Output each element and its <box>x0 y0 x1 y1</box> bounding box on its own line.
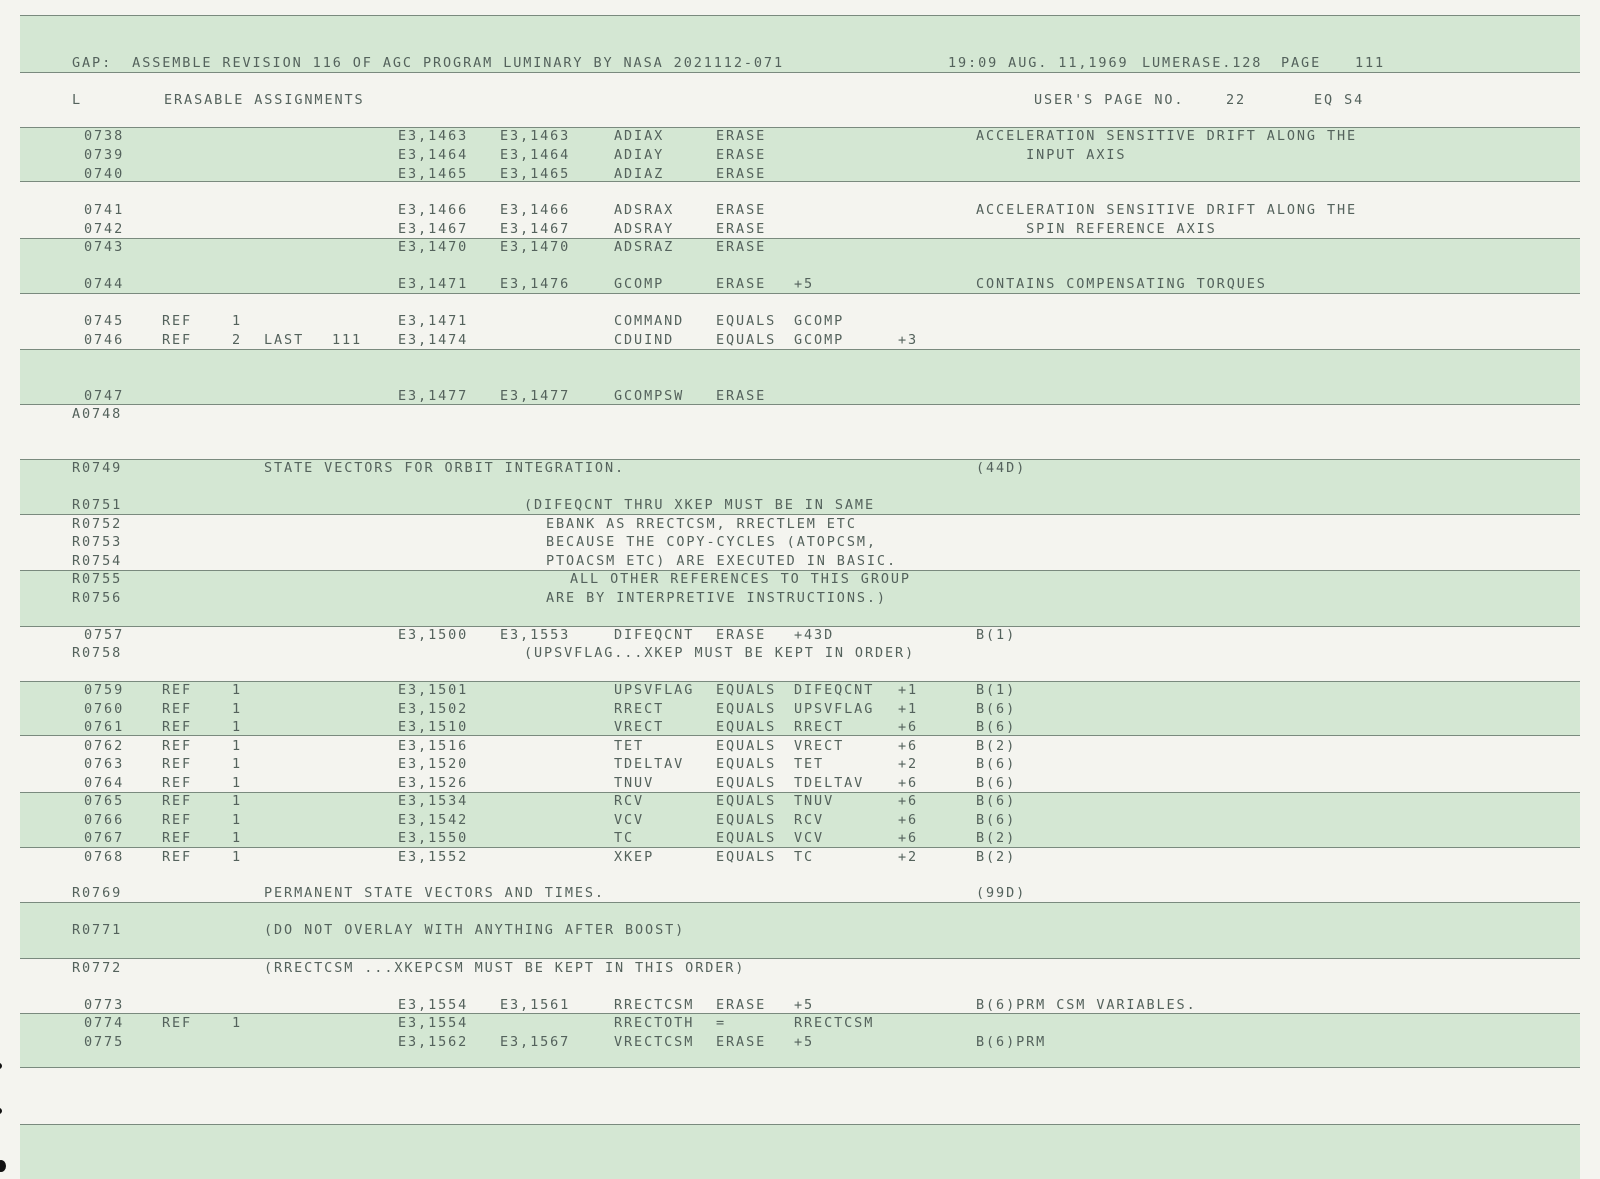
symbol: VCV <box>614 812 645 828</box>
listing-line <box>0 459 1600 477</box>
address-end: E3,1477 <box>500 388 571 404</box>
comment: B(6) <box>976 793 1017 809</box>
listing-line <box>0 405 1600 423</box>
line-number: 0747 <box>84 388 125 404</box>
subheader-mark: L <box>72 92 83 108</box>
opcode: EQUALS <box>716 793 777 809</box>
opcode: EQUALS <box>716 775 777 791</box>
listing-line <box>0 589 1600 607</box>
line-number: R0755 <box>72 571 123 587</box>
line-number: R0771 <box>72 922 123 938</box>
address-end: E3,1553 <box>500 627 571 643</box>
operand: TC <box>794 849 815 865</box>
listing-line <box>0 884 1600 902</box>
line-number: 0745 <box>84 313 125 329</box>
address-end: E3,1464 <box>500 147 571 163</box>
line-number: 0768 <box>84 849 125 865</box>
comment: ACCELERATION SENSITIVE DRIFT ALONG THE <box>976 128 1358 144</box>
opcode: ERASE <box>716 388 767 404</box>
address: E3,1520 <box>398 756 469 772</box>
symbol: VRECT <box>614 719 665 735</box>
listing-line <box>0 515 1600 533</box>
line-number: R0754 <box>72 553 123 569</box>
operand-extra: +2 <box>898 756 919 772</box>
remark: STATE VECTORS FOR ORBIT INTEGRATION. <box>264 460 625 476</box>
line-number: 0759 <box>84 682 125 698</box>
opcode: ERASE <box>716 276 767 292</box>
ref-count: 2 <box>232 332 243 348</box>
operand: VCV <box>794 830 825 846</box>
header-file: LUMERASE.128 <box>1142 55 1263 71</box>
ref-count: 1 <box>232 793 243 809</box>
ref-count: 1 <box>232 756 243 772</box>
comment: B(2) <box>976 830 1017 846</box>
line-number: 0757 <box>84 627 125 643</box>
address: E3,1466 <box>398 202 469 218</box>
listing-line <box>0 996 1600 1014</box>
line-number: 0763 <box>84 756 125 772</box>
ref-flag: REF <box>162 313 193 329</box>
comment: B(6) <box>976 719 1017 735</box>
punch-hole <box>0 1108 2 1114</box>
operand-extra: +6 <box>898 738 919 754</box>
remark: ARE BY INTERPRETIVE INSTRUCTIONS.) <box>546 590 887 606</box>
opcode: EQUALS <box>716 812 777 828</box>
page-header <box>0 54 1600 72</box>
opcode: EQUALS <box>716 849 777 865</box>
punch-hole <box>0 1063 2 1069</box>
header-timestamp: 19:09 AUG. 11,1969 <box>948 55 1129 71</box>
user-page-label: USER'S PAGE NO. <box>1034 92 1185 108</box>
address: E3,1552 <box>398 849 469 865</box>
listing-line <box>0 146 1600 164</box>
symbol: ADSRAY <box>614 221 675 237</box>
remark: (RRECTCSM ...XKEPCSM MUST BE KEPT IN THIS ORDER) <box>264 960 746 976</box>
operand: TET <box>794 756 825 772</box>
operand: VRECT <box>794 738 845 754</box>
operand: TDELTAV <box>794 775 865 791</box>
listing-line <box>0 570 1600 588</box>
symbol: ADSRAZ <box>614 239 675 255</box>
ref-flag: REF <box>162 332 193 348</box>
line-number: R0749 <box>72 460 123 476</box>
address: E3,1471 <box>398 313 469 329</box>
listing-line <box>0 127 1600 145</box>
address-end: E3,1476 <box>500 276 571 292</box>
opcode: EQUALS <box>716 719 777 735</box>
comment: B(2) <box>976 738 1017 754</box>
line-number: 0739 <box>84 147 125 163</box>
line-number: R0756 <box>72 590 123 606</box>
ref-count: 1 <box>232 313 243 329</box>
line-number: R0752 <box>72 516 123 532</box>
operand-extra: +2 <box>898 849 919 865</box>
symbol: ADSRAX <box>614 202 675 218</box>
line-number: R0769 <box>72 885 123 901</box>
line-number: 0765 <box>84 793 125 809</box>
listing-line <box>0 644 1600 662</box>
green-band <box>20 1124 1580 1179</box>
address-end: E3,1465 <box>500 166 571 182</box>
symbol: TDELTAV <box>614 756 685 772</box>
address: E3,1526 <box>398 775 469 791</box>
symbol: XKEP <box>614 849 655 865</box>
line-number: R0751 <box>72 497 123 513</box>
opcode: ERASE <box>716 997 767 1013</box>
listing-line <box>0 792 1600 810</box>
address: E3,1500 <box>398 627 469 643</box>
punch-hole <box>0 1160 6 1172</box>
opcode: ERASE <box>716 166 767 182</box>
address-end: E3,1567 <box>500 1034 571 1050</box>
address: E3,1474 <box>398 332 469 348</box>
address: E3,1464 <box>398 147 469 163</box>
comment: CONTAINS COMPENSATING TORQUES <box>976 276 1267 292</box>
address: E3,1463 <box>398 128 469 144</box>
comment: SPIN REFERENCE AXIS <box>976 221 1217 237</box>
symbol: GCOMP <box>614 276 665 292</box>
listing-line <box>0 848 1600 866</box>
band-rule <box>20 349 1580 350</box>
address-end: E3,1470 <box>500 239 571 255</box>
line-number: 0740 <box>84 166 125 182</box>
symbol: TET <box>614 738 645 754</box>
opcode: EQUALS <box>716 756 777 772</box>
listing-line <box>0 718 1600 736</box>
address: E3,1510 <box>398 719 469 735</box>
operand: DIFEQCNT <box>794 682 875 698</box>
address-end: E3,1463 <box>500 128 571 144</box>
listing-line <box>0 275 1600 293</box>
ref-flag: REF <box>162 830 193 846</box>
operand: RRECTCSM <box>794 1015 875 1031</box>
ref-count: 1 <box>232 738 243 754</box>
address: E3,1471 <box>398 276 469 292</box>
listing-line <box>0 220 1600 238</box>
listing-line <box>0 1014 1600 1032</box>
address: E3,1470 <box>398 239 469 255</box>
symbol: UPSVFLAG <box>614 682 695 698</box>
header-title: GAP: ASSEMBLE REVISION 116 OF AGC PROGRAM LUMINARY BY NASA 2021112-071 <box>72 55 784 71</box>
band-rule <box>20 15 1580 16</box>
listing-line <box>0 496 1600 514</box>
line-number: R0758 <box>72 645 123 661</box>
last-ref: LAST <box>264 332 305 348</box>
ref-count: 1 <box>232 812 243 828</box>
listing-line <box>0 238 1600 256</box>
ref-flag: REF <box>162 682 193 698</box>
line-number: 0775 <box>84 1034 125 1050</box>
address: E3,1534 <box>398 793 469 809</box>
symbol: TC <box>614 830 635 846</box>
line-number: 0767 <box>84 830 125 846</box>
address: E3,1501 <box>398 682 469 698</box>
ref-flag: REF <box>162 701 193 717</box>
symbol: DIFEQCNT <box>614 627 695 643</box>
ref-flag: REF <box>162 1015 193 1031</box>
line-number: 0766 <box>84 812 125 828</box>
line-number: 0764 <box>84 775 125 791</box>
header-page-label: PAGE <box>1281 55 1322 71</box>
opcode: EQUALS <box>716 701 777 717</box>
address: E3,1550 <box>398 830 469 846</box>
listing-line <box>0 331 1600 349</box>
ref-flag: REF <box>162 738 193 754</box>
line-number: R0753 <box>72 534 123 550</box>
listing-line <box>0 387 1600 405</box>
ref-flag: REF <box>162 719 193 735</box>
symbol: RRECTCSM <box>614 997 695 1013</box>
line-number: 0761 <box>84 719 125 735</box>
listing-line <box>0 921 1600 939</box>
listing-line <box>0 959 1600 977</box>
comment: (99D) <box>976 885 1027 901</box>
listing-line <box>0 552 1600 570</box>
line-number: 0746 <box>84 332 125 348</box>
address-end: E3,1466 <box>500 202 571 218</box>
comment: B(1) <box>976 627 1017 643</box>
listing-line <box>0 737 1600 755</box>
operand: GCOMP <box>794 313 845 329</box>
opcode: ERASE <box>716 239 767 255</box>
opcode: EQUALS <box>716 332 777 348</box>
remark: (DO NOT OVERLAY WITH ANYTHING AFTER BOOST) <box>264 922 686 938</box>
opcode: EQUALS <box>716 313 777 329</box>
line-number: 0760 <box>84 701 125 717</box>
listing-line <box>0 700 1600 718</box>
comment: B(6) <box>976 701 1017 717</box>
operand: UPSVFLAG <box>794 701 875 717</box>
ref-flag: REF <box>162 793 193 809</box>
line-number: 0742 <box>84 221 125 237</box>
operand: RRECT <box>794 719 845 735</box>
line-number: 0743 <box>84 239 125 255</box>
symbol: ADIAY <box>614 147 665 163</box>
line-number: 0741 <box>84 202 125 218</box>
remark: BECAUSE THE COPY-CYCLES (ATOPCSM, <box>546 534 877 550</box>
operand-extra: +6 <box>898 830 919 846</box>
operand-extra: +6 <box>898 812 919 828</box>
comment: B(1) <box>976 682 1017 698</box>
comment: INPUT AXIS <box>976 147 1127 163</box>
opcode: EQUALS <box>716 830 777 846</box>
comment: B(6) <box>976 812 1017 828</box>
ref-flag: REF <box>162 756 193 772</box>
address-end: E3,1561 <box>500 997 571 1013</box>
listing-line <box>0 829 1600 847</box>
remark: (UPSVFLAG...XKEP MUST BE KEPT IN ORDER) <box>524 645 916 661</box>
line-number: 0744 <box>84 276 125 292</box>
operand-extra: +6 <box>898 793 919 809</box>
eq-label: EQ S4 <box>1314 92 1365 108</box>
band-rule <box>20 72 1580 73</box>
operand: +43D <box>794 627 835 643</box>
ref-flag: REF <box>162 849 193 865</box>
comment: B(6)PRM <box>976 1034 1047 1050</box>
listing-line <box>0 165 1600 183</box>
listing-line <box>0 201 1600 219</box>
symbol: RCV <box>614 793 645 809</box>
remark: (DIFEQCNT THRU XKEP MUST BE IN SAME <box>524 497 875 513</box>
listing-line <box>0 533 1600 551</box>
ref-flag: REF <box>162 775 193 791</box>
address: E3,1465 <box>398 166 469 182</box>
opcode: ERASE <box>716 128 767 144</box>
comment: ACCELERATION SENSITIVE DRIFT ALONG THE <box>976 202 1358 218</box>
operand: RCV <box>794 812 825 828</box>
ref-flag: REF <box>162 812 193 828</box>
symbol: CDUIND <box>614 332 675 348</box>
symbol: RRECTOTH <box>614 1015 695 1031</box>
operand-extra: +1 <box>898 682 919 698</box>
comment: (44D) <box>976 460 1027 476</box>
opcode: ERASE <box>716 202 767 218</box>
line-number: 0773 <box>84 997 125 1013</box>
symbol: TNUV <box>614 775 655 791</box>
line-number: A0748 <box>72 406 123 422</box>
page-subheader <box>0 91 1600 109</box>
symbol: ADIAX <box>614 128 665 144</box>
ref-count: 1 <box>232 1015 243 1031</box>
symbol: COMMAND <box>614 313 685 329</box>
listing-line <box>0 811 1600 829</box>
remark: ALL OTHER REFERENCES TO THIS GROUP <box>570 571 911 587</box>
header-page-number: 111 <box>1355 55 1386 71</box>
operand: GCOMP <box>794 332 845 348</box>
symbol: ADIAZ <box>614 166 665 182</box>
listing-line <box>0 755 1600 773</box>
address: E3,1554 <box>398 997 469 1013</box>
comment: B(6) <box>976 756 1017 772</box>
comment: B(2) <box>976 849 1017 865</box>
symbol: RRECT <box>614 701 665 717</box>
address: E3,1554 <box>398 1015 469 1031</box>
ref-count: 1 <box>232 849 243 865</box>
band-rule <box>20 1067 1580 1068</box>
listing-line <box>0 626 1600 644</box>
opcode: EQUALS <box>716 682 777 698</box>
band-rule <box>20 1124 1580 1125</box>
listing-line <box>0 681 1600 699</box>
ref-count: 1 <box>232 775 243 791</box>
operand: +5 <box>794 997 815 1013</box>
line-number: R0772 <box>72 960 123 976</box>
address: E3,1502 <box>398 701 469 717</box>
ref-count: 1 <box>232 682 243 698</box>
line-number: 0762 <box>84 738 125 754</box>
operand: +5 <box>794 1034 815 1050</box>
operand-extra: +6 <box>898 775 919 791</box>
ref-count: 1 <box>232 719 243 735</box>
remark: EBANK AS RRECTCSM, RRECTLEM ETC <box>546 516 857 532</box>
line-number: 0738 <box>84 128 125 144</box>
listing-line <box>0 774 1600 792</box>
address: E3,1542 <box>398 812 469 828</box>
opcode: ERASE <box>716 1034 767 1050</box>
listing-line <box>0 312 1600 330</box>
operand: TNUV <box>794 793 835 809</box>
remark: PTOACSM ETC) ARE EXECUTED IN BASIC. <box>546 553 897 569</box>
band-rule <box>20 902 1580 903</box>
operand-extra: +3 <box>898 332 919 348</box>
comment: B(6) <box>976 775 1017 791</box>
ref-count: 1 <box>232 830 243 846</box>
section-title: ERASABLE ASSIGNMENTS <box>164 92 365 108</box>
address: E3,1477 <box>398 388 469 404</box>
comment: B(6)PRM CSM VARIABLES. <box>976 997 1197 1013</box>
address: E3,1467 <box>398 221 469 237</box>
ref-count: 1 <box>232 701 243 717</box>
address-end: E3,1467 <box>500 221 571 237</box>
listing-line <box>0 1033 1600 1051</box>
remark: PERMANENT STATE VECTORS AND TIMES. <box>264 885 605 901</box>
operand-extra: +1 <box>898 701 919 717</box>
opcode: ERASE <box>716 221 767 237</box>
line-number: 0774 <box>84 1015 125 1031</box>
operand: +5 <box>794 276 815 292</box>
symbol: GCOMPSW <box>614 388 685 404</box>
opcode: = <box>716 1015 727 1031</box>
opcode: EQUALS <box>716 738 777 754</box>
last-ref-page: 111 <box>332 332 363 348</box>
opcode: ERASE <box>716 147 767 163</box>
address: E3,1516 <box>398 738 469 754</box>
address: E3,1562 <box>398 1034 469 1050</box>
operand-extra: +6 <box>898 719 919 735</box>
opcode: ERASE <box>716 627 767 643</box>
band-rule <box>20 293 1580 294</box>
symbol: VRECTCSM <box>614 1034 695 1050</box>
user-page-number: 22 <box>1226 92 1247 108</box>
